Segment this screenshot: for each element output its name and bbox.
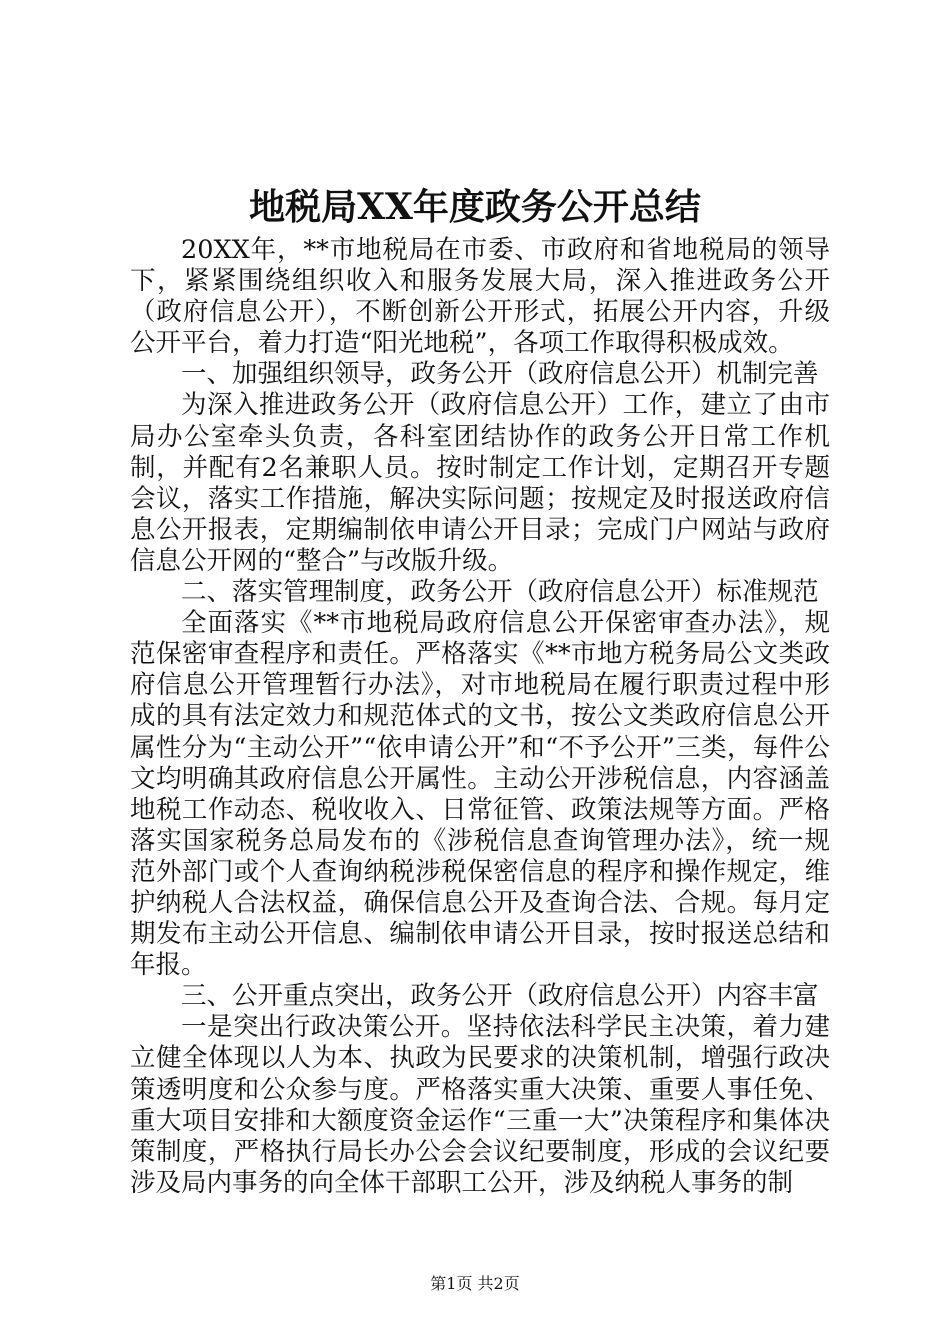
document-title: 地税局XX年度政务公开总结 xyxy=(249,186,701,228)
section-heading-2: 二、落实管理制度，政务公开（政府信息公开）标准规范 xyxy=(181,577,819,608)
page-footer xyxy=(0,1273,950,1295)
paragraph-intro: 20XX年，**市地税局在市委、市政府和省地税局的领导下，紧紧围绕组织收入和服务发展大局，深入推进政务公开（政府信息公开），不断创新公开形式，拓展公开内容，升级公开平台，着力打造“阳光地税”，各项工作取得积极成效。 xyxy=(130,235,830,359)
section-heading-3: 三、公开重点突出，政务公开（政府信息公开）内容丰富 xyxy=(181,981,819,1012)
section-heading-1: 一、加强组织领导，政务公开（政府信息公开）机制完善 xyxy=(181,359,819,390)
paragraph-section-3: 一是突出行政决策公开。坚持依法科学民主决策，着力建立健全体现以人为本、执政为民要求的决策机制，增强行政决策透明度和公众参与度。严格落实重大决策、重要人事任免、重大项目安排和大额度资金运作“三重一大”决策程序和集体决策制度，严格执行局长办公会会议纪要制度，形成的会议纪要涉及局内事务的向全体干部职工公开，涉及纳税人事务的制 xyxy=(130,1012,830,1198)
document-body xyxy=(130,235,830,1199)
paragraph-section-2: 全面落实《**市地税局政府信息公开保密审查办法》，规范保密审查程序和责任。严格落实《**市地方税务局公文类政府信息公开管理暂行办法》，对市地税局在履行职责过程中形成的具有法定效力和规范体式的文书，按公文类政府信息公开属性分为“主动公开”“依申请公开”和“不予公开”三类，每件公文均明确其政府信息公开属性。主动公开涉税信息，内容涵盖地税工作动态、税收收入、日常征管、政策法规等方面。严格落实国家税务总局发布的《涉税信息查询管理办法》，统一规范外部门或个人查询纳税涉税保密信息的程序和操作规定，维护纳税人合法权益，确保信息公开及查询合法、合规。每月定期发布主动公开信息、编制依申请公开目录，按时报送总结和年报。 xyxy=(130,608,830,981)
paragraph-section-1: 为深入推进政务公开（政府信息公开）工作，建立了由市局办公室牵头负责，各科室团结协作的政务公开日常工作机制，并配有2名兼职人员。按时制定工作计划，定期召开专题会议，落实工作措施，解决实际问题；按规定及时报送政府信息公开报表，定期编制依申请公开目录；完成门户网站与政府信息公开网的“整合”与改版升级。 xyxy=(130,390,830,576)
page-total: 共2页 xyxy=(477,1274,520,1293)
page-number: 第1页 xyxy=(430,1274,473,1293)
